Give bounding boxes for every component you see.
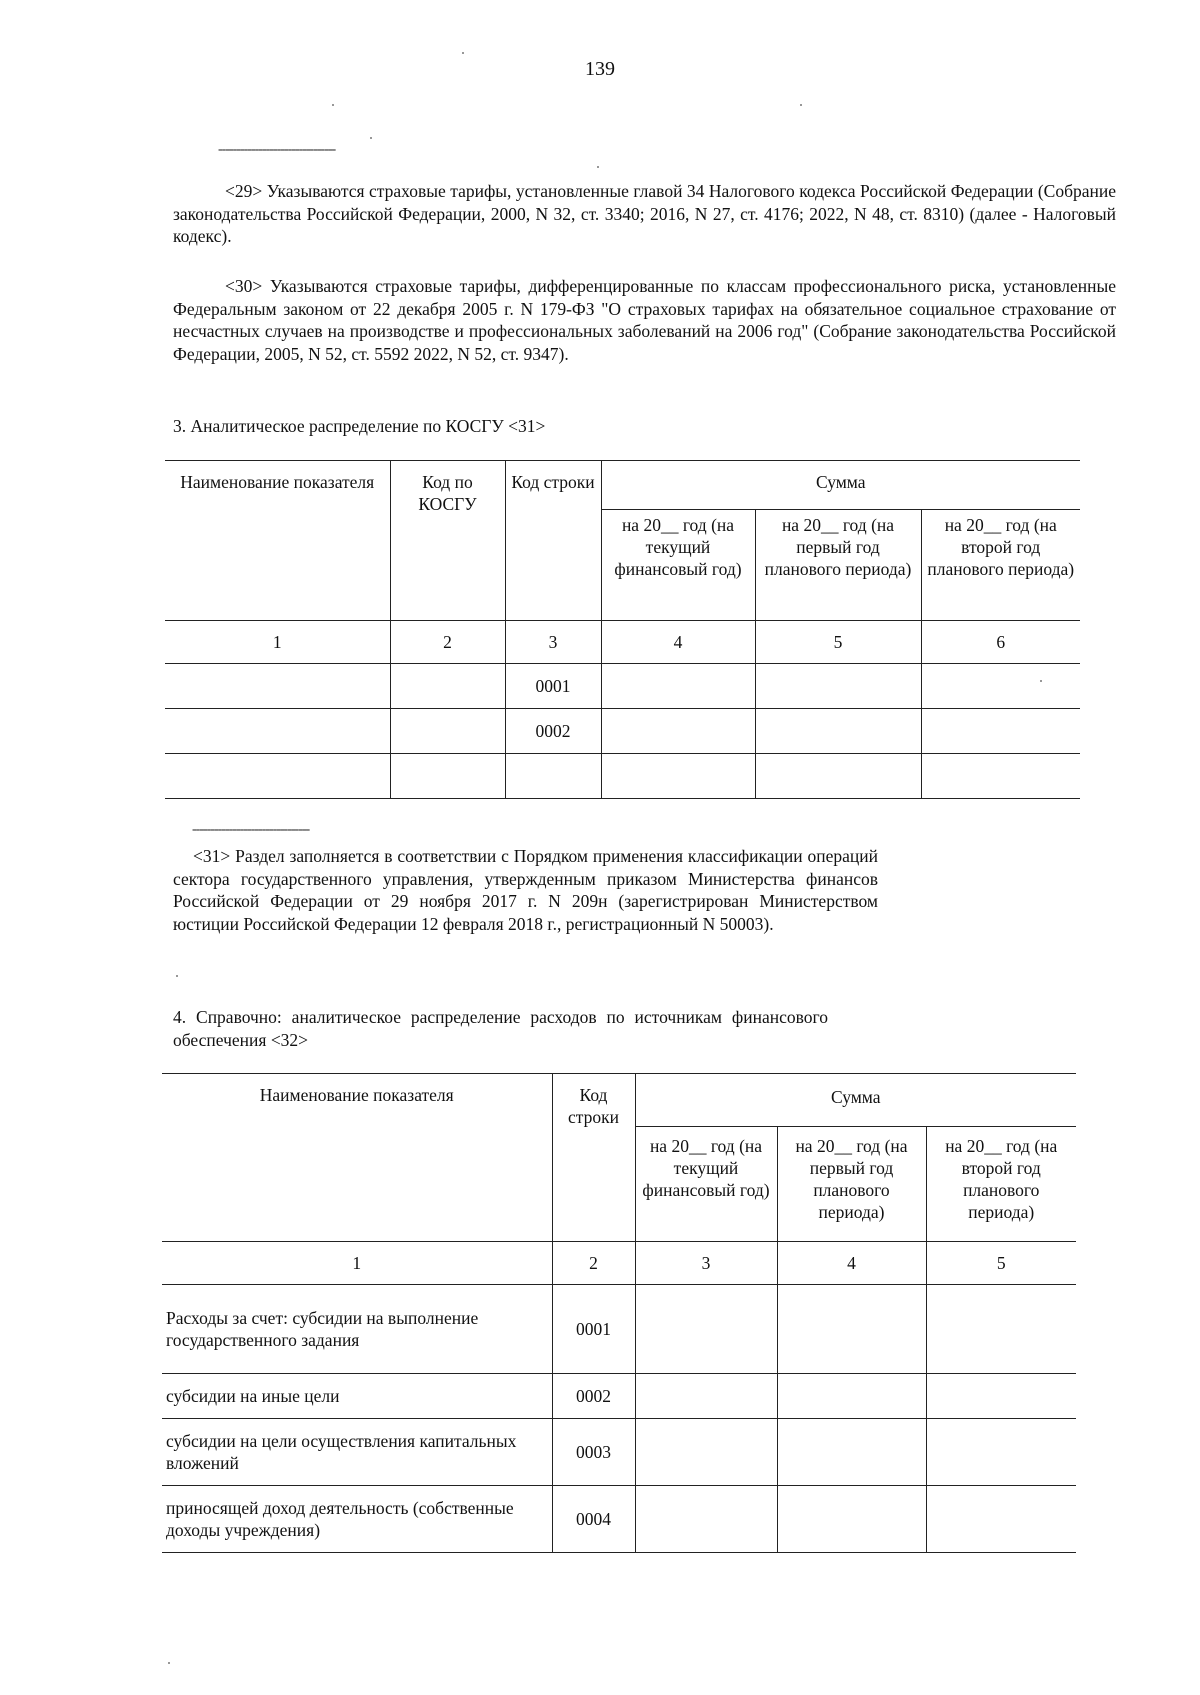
footnote-separator: -------------------------------- xyxy=(218,142,336,157)
cell-year-2 xyxy=(755,664,921,709)
cell-code: 0004 xyxy=(552,1486,635,1553)
header-year-1: на 20__ год (на текущий финансовый год) xyxy=(635,1127,777,1242)
cell-year-3 xyxy=(926,1285,1076,1374)
footnote-29: <29> Указываются страховые тарифы, установленные главой 34 Налогового кодекса Российской Федерации (Собрание законодательства Российской Федерации, 2000, N 32, ст. 3340; 2016, N 27, ст. 4176; 2022, N 48, ст. 8310) (далее - Налоговый кодекс). xyxy=(173,181,1116,246)
header-code: Код строки xyxy=(552,1074,635,1242)
kosgu-header-row-1 xyxy=(165,461,1080,510)
cell-name: субсидии на иные цели xyxy=(162,1374,552,1419)
cell-year-1 xyxy=(635,1374,777,1419)
col-number: 2 xyxy=(552,1242,635,1285)
cell-name xyxy=(165,664,390,709)
table-row xyxy=(162,1486,1076,1553)
page-number: 139 xyxy=(585,58,615,80)
header-year-1: на 20__ год (на текущий финансовый год) xyxy=(601,510,755,621)
cell-year-3 xyxy=(926,1374,1076,1419)
cell-year-3 xyxy=(921,664,1080,709)
table-row xyxy=(162,1374,1076,1419)
header-code: Код строки xyxy=(505,461,601,621)
cell-year-3 xyxy=(921,709,1080,754)
cell-name: приносящей доход деятельность (собственные доходы учреждения) xyxy=(162,1486,552,1553)
funding-column-numbers xyxy=(162,1242,1076,1285)
cell-year-2 xyxy=(755,754,921,799)
cell-year-2 xyxy=(777,1374,926,1419)
header-year-2: на 20__ год (на первый год планового периода) xyxy=(755,510,921,621)
footnote-separator: -------------------------------- xyxy=(192,822,310,837)
cell-code xyxy=(505,754,601,799)
scan-speck xyxy=(176,975,178,977)
section-4-title: 4. Справочно: аналитическое распределение расходов по источникам финансового обеспечения <32> xyxy=(173,1007,828,1050)
cell-kosgu xyxy=(390,709,505,754)
scan-speck xyxy=(800,104,802,106)
cell-code: 0001 xyxy=(552,1285,635,1374)
cell-year-1 xyxy=(635,1419,777,1486)
cell-year-2 xyxy=(777,1285,926,1374)
cell-year-3 xyxy=(926,1419,1076,1486)
cell-name xyxy=(165,754,390,799)
cell-year-3 xyxy=(926,1486,1076,1553)
cell-year-1 xyxy=(601,664,755,709)
table-row xyxy=(165,754,1080,799)
footnote-31: <31> Раздел заполняется в соответствии с Порядком применения классификации операций сектора государственного управления, утвержденным приказом Министерства финансов Российской Федерации от 29 ноября 2017 г. N 209н (зарегистрирован Министерством юстиции Российской Федерации 12 февраля 2018 г., регистрационный N 50003). xyxy=(173,846,878,934)
table-row xyxy=(165,664,1080,709)
cell-year-1 xyxy=(635,1486,777,1553)
cell-year-1 xyxy=(635,1285,777,1374)
cell-year-2 xyxy=(755,709,921,754)
funding-header-row-1 xyxy=(162,1074,1076,1127)
footnote-30: <30> Указываются страховые тарифы, дифференцированные по классам профессионального риска, установленные Федеральным законом от 22 декабря 2005 г. N 179-ФЗ "О страховых тарифах на обязательное социальное страхование от несчастных случаев на производстве и профессиональных заболеваний на 2006 год" (Собрание законодательства Российской Федерации, 2005, N 52, ст. 5592 2022, N 52, ст. 9347). xyxy=(173,276,1116,364)
table-row xyxy=(165,709,1080,754)
funding-sources-table xyxy=(162,1073,1076,1553)
col-number: 4 xyxy=(601,621,755,664)
header-year-2: на 20__ год (на первый год планового периода) xyxy=(777,1127,926,1242)
cell-code: 0002 xyxy=(552,1374,635,1419)
col-number: 4 xyxy=(777,1242,926,1285)
col-number: 1 xyxy=(162,1242,552,1285)
cell-kosgu xyxy=(390,664,505,709)
cell-year-3 xyxy=(921,754,1080,799)
cell-name: Расходы за счет: субсидии на выполнение государственного задания xyxy=(162,1285,552,1374)
header-sum: Сумма xyxy=(601,461,1080,510)
cell-year-1 xyxy=(601,709,755,754)
section-3-title: 3. Аналитическое распределение по КОСГУ <31> xyxy=(173,416,546,436)
col-number: 2 xyxy=(390,621,505,664)
header-name: Наименование показателя xyxy=(162,1074,552,1242)
header-kosgu: Код по КОСГУ xyxy=(390,461,505,621)
col-number: 5 xyxy=(755,621,921,664)
scan-speck xyxy=(168,1662,170,1664)
kosgu-column-numbers xyxy=(165,621,1080,664)
col-number: 3 xyxy=(635,1242,777,1285)
cell-year-2 xyxy=(777,1486,926,1553)
cell-code: 0001 xyxy=(505,664,601,709)
cell-code: 0002 xyxy=(505,709,601,754)
cell-kosgu xyxy=(390,754,505,799)
header-year-3: на 20__ год (на второй год планового периода) xyxy=(926,1127,1076,1242)
scan-speck xyxy=(1040,680,1042,682)
header-sum: Сумма xyxy=(635,1074,1076,1127)
cell-name xyxy=(165,709,390,754)
cell-name: субсидии на цели осуществления капитальных вложений xyxy=(162,1419,552,1486)
cell-year-2 xyxy=(777,1419,926,1486)
cell-code: 0003 xyxy=(552,1419,635,1486)
table-row xyxy=(162,1285,1076,1374)
kosgu-table xyxy=(165,460,1080,799)
col-number: 3 xyxy=(505,621,601,664)
col-number: 1 xyxy=(165,621,390,664)
cell-year-1 xyxy=(601,754,755,799)
table-row xyxy=(162,1419,1076,1486)
scan-speck xyxy=(332,104,334,106)
header-name: Наименование показателя xyxy=(165,461,390,621)
header-year-3: на 20__ год (на второй год планового периода) xyxy=(921,510,1080,621)
col-number: 5 xyxy=(926,1242,1076,1285)
col-number: 6 xyxy=(921,621,1080,664)
scan-speck xyxy=(597,166,599,168)
scan-speck xyxy=(462,52,464,54)
scan-speck xyxy=(370,137,372,139)
